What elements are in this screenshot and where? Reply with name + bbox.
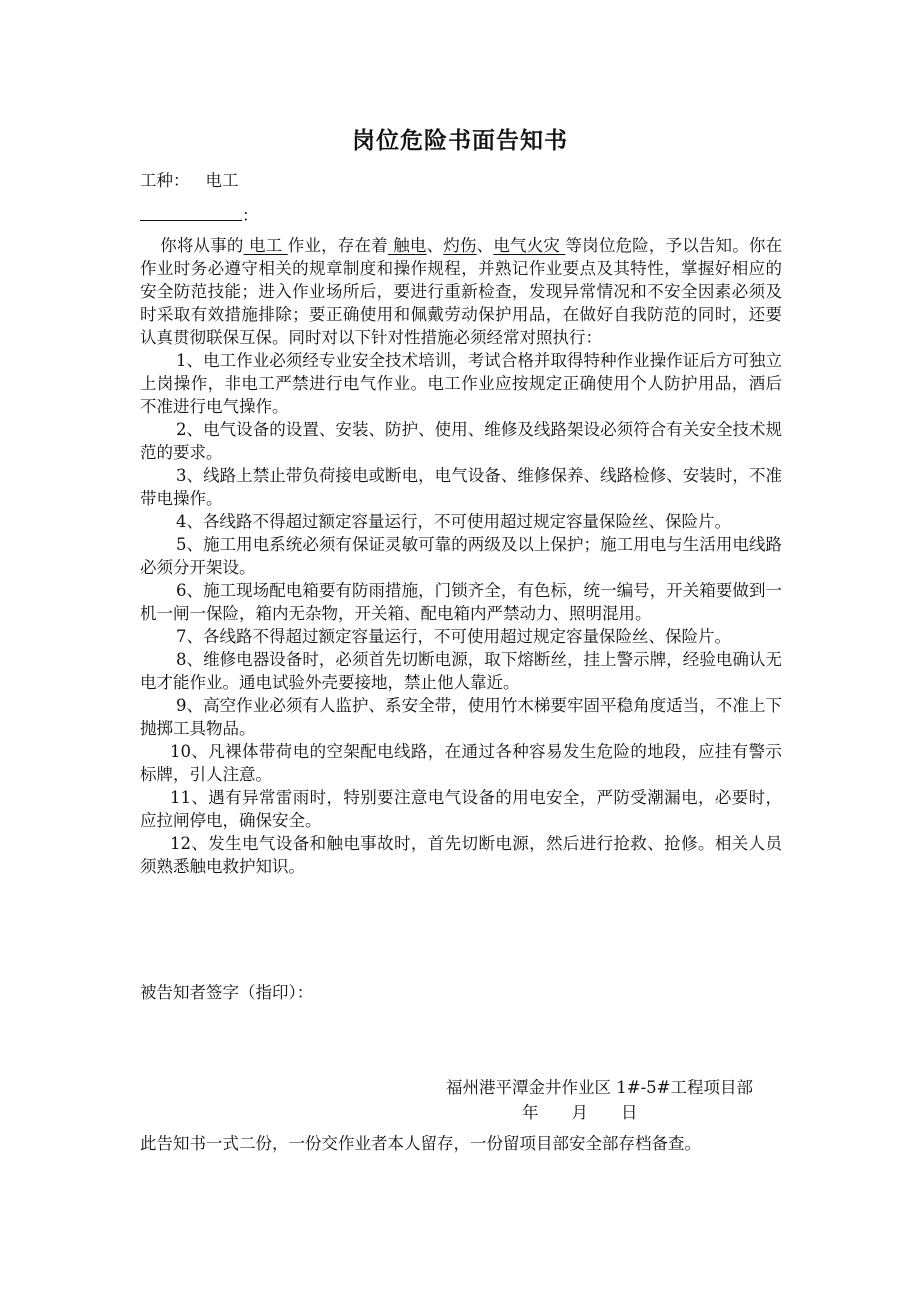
measure-item-11: 11、遇有异常雷雨时，特别要注意电气设备的用电安全，严防受潮漏电，必要时，应拉闸停电，确保安全。 — [140, 788, 782, 830]
measure-item-1: 1、电工作业必须经专业安全技术培训，考试合格并取得特种作业操作证后方可独立上岗操作，非电工严禁进行电气作业。电工作业应按规定正确使用个人防护用品，酒后不准进行电气操作。 — [140, 351, 782, 416]
addressee-row — [140, 206, 259, 226]
document-title: 岗位危险书面告知书 — [352, 128, 568, 154]
job-underlined: 电工 — [243, 236, 288, 255]
addressee-blank — [140, 206, 242, 221]
measure-item-10: 10、凡裸体带荷电的空架配电线路，在通过各种容易发生危险的地段，应挂有警示标牌，引人注意。 — [140, 742, 782, 784]
footer-note: 此告知书一式二份，一份交作业者本人留存，一份留项目部安全部存档备查。 — [140, 1134, 701, 1153]
measure-item-2: 2、电气设备的设置、安装、防护、使用、维修及线路架设必须符合有关安全技术规范的要求。 — [140, 420, 782, 462]
notice-body — [140, 234, 782, 878]
intro-paragraph: 你将从事的 电工 作业，存在着 触电、灼伤、电气火灾 等岗位危险，予以告知。你在作业时务必遵守相关的规章制度和操作规程，并熟记作业要点及其特性，掌握好相应的安全防范技能；进入作业场所后，要进行重新检查，发现异常情况和不安全因素必须及时采取有效措施排除；要正确使用和佩戴劳动保护用品，在做好自我防范的同时，还要认真贯彻联保互保。同时对以下针对性措施必须经常对照执行： — [140, 236, 783, 347]
hazard-3: 电气火灾 — [493, 236, 566, 255]
job-type-value: 电工 — [205, 171, 239, 190]
measure-item-8: 8、维修电器设备时，必须首先切断电源，取下熔断丝，挂上警示牌，经验电确认无电才能作业。通电试验外壳要接地，禁止他人靠近。 — [140, 650, 782, 692]
organization-name: 福州港平潭金井作业区 1#-5#工程项目部 — [446, 1078, 753, 1097]
measure-item-12: 12、发生电气设备和触电事故时，首先切断电源，然后进行抢救、抢修。相关人员须熟悉触电救护知识。 — [140, 834, 782, 876]
hazard-1: 触电 — [387, 236, 427, 255]
measure-item-6: 6、施工现场配电箱要有防雨措施，门锁齐全，有色标，统一编号，开关箱要做到一机一闸一保险，箱内无杂物，开关箱、配电箱内严禁动力、照明混用。 — [140, 581, 782, 623]
measure-item-7: 7、各线路不得超过额定容量运行，不可使用超过规定容量保险丝、保险片。 — [176, 627, 731, 646]
addressee-colon: ： — [242, 206, 259, 225]
job-type-label: 工种： — [140, 171, 190, 190]
measure-item-9: 9、高空作业必须有人监护、系安全带，使用竹木梯要牢固平稳角度适当，不准上下抛掷工具物品。 — [140, 696, 782, 738]
job-type-row — [140, 171, 239, 191]
measure-item-5: 5、施工用电系统必须有保证灵敏可靠的两级及以上保护；施工用电与生活用电线路必须分开架设。 — [140, 535, 782, 577]
measure-item-3: 3、线路上禁止带负荷接电或断电，电气设备、维修保养、线路检修、安装时，不准带电操作。 — [140, 466, 782, 508]
date-line: 年 月 日 — [522, 1103, 638, 1122]
hazard-2: 灼伤 — [443, 236, 477, 255]
measure-item-4: 4、各线路不得超过额定容量运行，不可使用超过规定容量保险丝、保险片。 — [176, 512, 731, 531]
signature-label: 被告知者签字（指印）： — [140, 983, 314, 1002]
